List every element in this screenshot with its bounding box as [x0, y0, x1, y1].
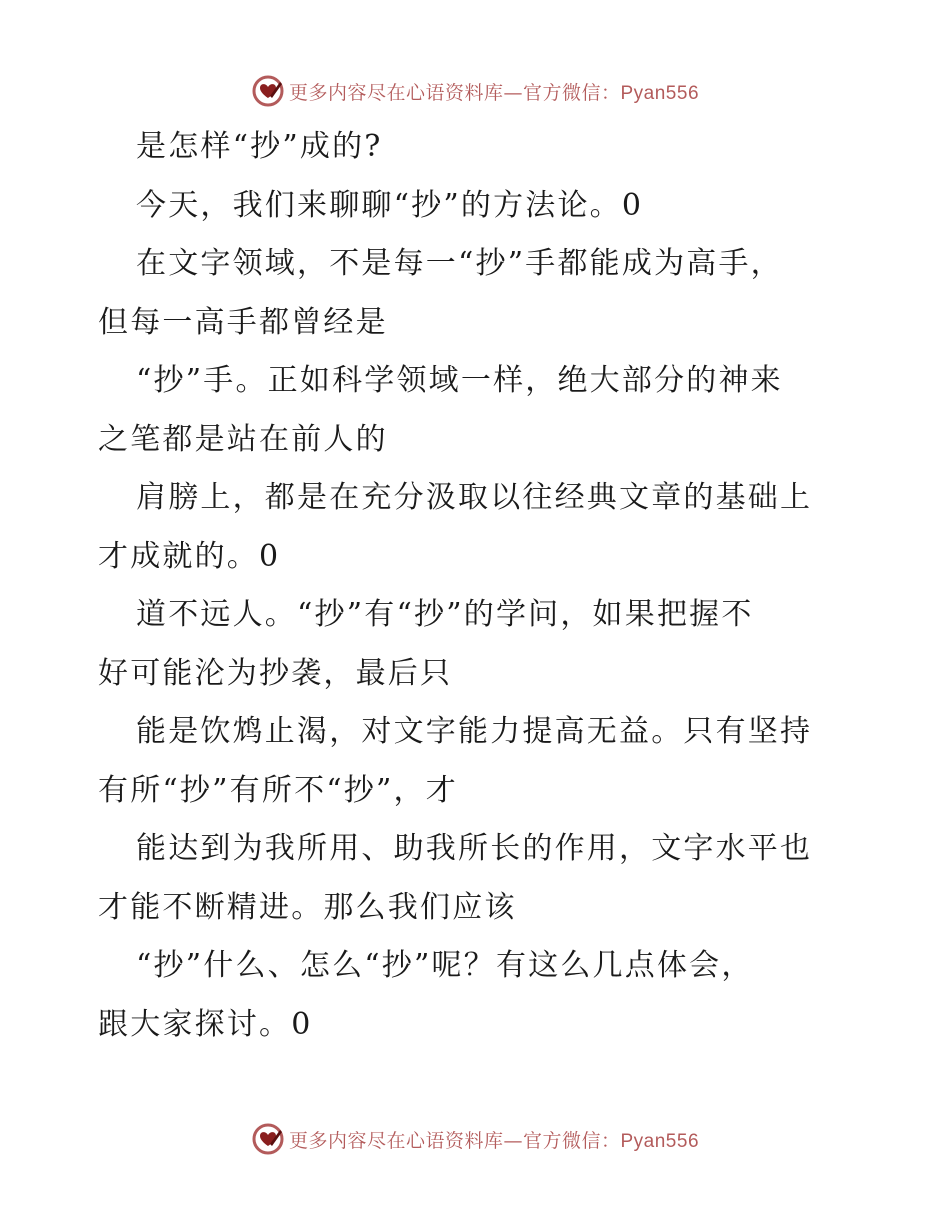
watermark-text: 更多内容尽在心语资料库—官方微信：Pyan556 [288, 1129, 700, 1152]
text-line: 今天，我们来聊聊“抄”的方法论。0 [136, 187, 644, 223]
document-body [98, 118, 858, 1054]
wechat-id: Pyan556 [620, 1130, 700, 1152]
text-line: 能达到为我所用、助我所长的作用，文字水平也 [136, 831, 813, 866]
text-line: 但每一高手都曾经是 [98, 304, 388, 340]
text-line: 能是饮鸩止渴，对文字能力提高无益。只有坚持 [136, 714, 813, 749]
text-line: 之笔都是站在前人的 [98, 421, 388, 457]
text-line: 才能不断精进。那么我们应该 [98, 889, 517, 925]
text-line: 跟大家探讨。0 [98, 1006, 313, 1042]
header-watermark [0, 71, 950, 111]
text-line: 有所“抄”有所不“抄”，才 [98, 772, 458, 808]
text-line: 道不远人。“抄”有“抄”的学问，如果把握不 [136, 597, 754, 632]
text-line: 在文字领域，不是每一“抄”手都能成为高手， [136, 246, 783, 281]
wechat-id: Pyan556 [620, 82, 700, 104]
text-line: 肩膀上，都是在充分汲取以往经典文章的基础上 [136, 480, 813, 515]
text-line: “抄”什么、怎么“抄”呢？有这么几点体会， [136, 948, 754, 983]
footer-watermark [0, 1119, 950, 1159]
text-line: 才成就的。0 [98, 538, 281, 574]
heart-pen-logo-icon [251, 74, 285, 108]
text-line: 是怎样“抄”成的? [136, 129, 383, 164]
watermark-text: 更多内容尽在心语资料库—官方微信：Pyan556 [288, 81, 700, 104]
text-line: 好可能沦为抄袭，最后只 [98, 655, 453, 691]
text-line: “抄”手。正如科学领域一样，绝大部分的神来 [136, 363, 783, 398]
heart-pen-logo-icon [251, 1122, 285, 1156]
